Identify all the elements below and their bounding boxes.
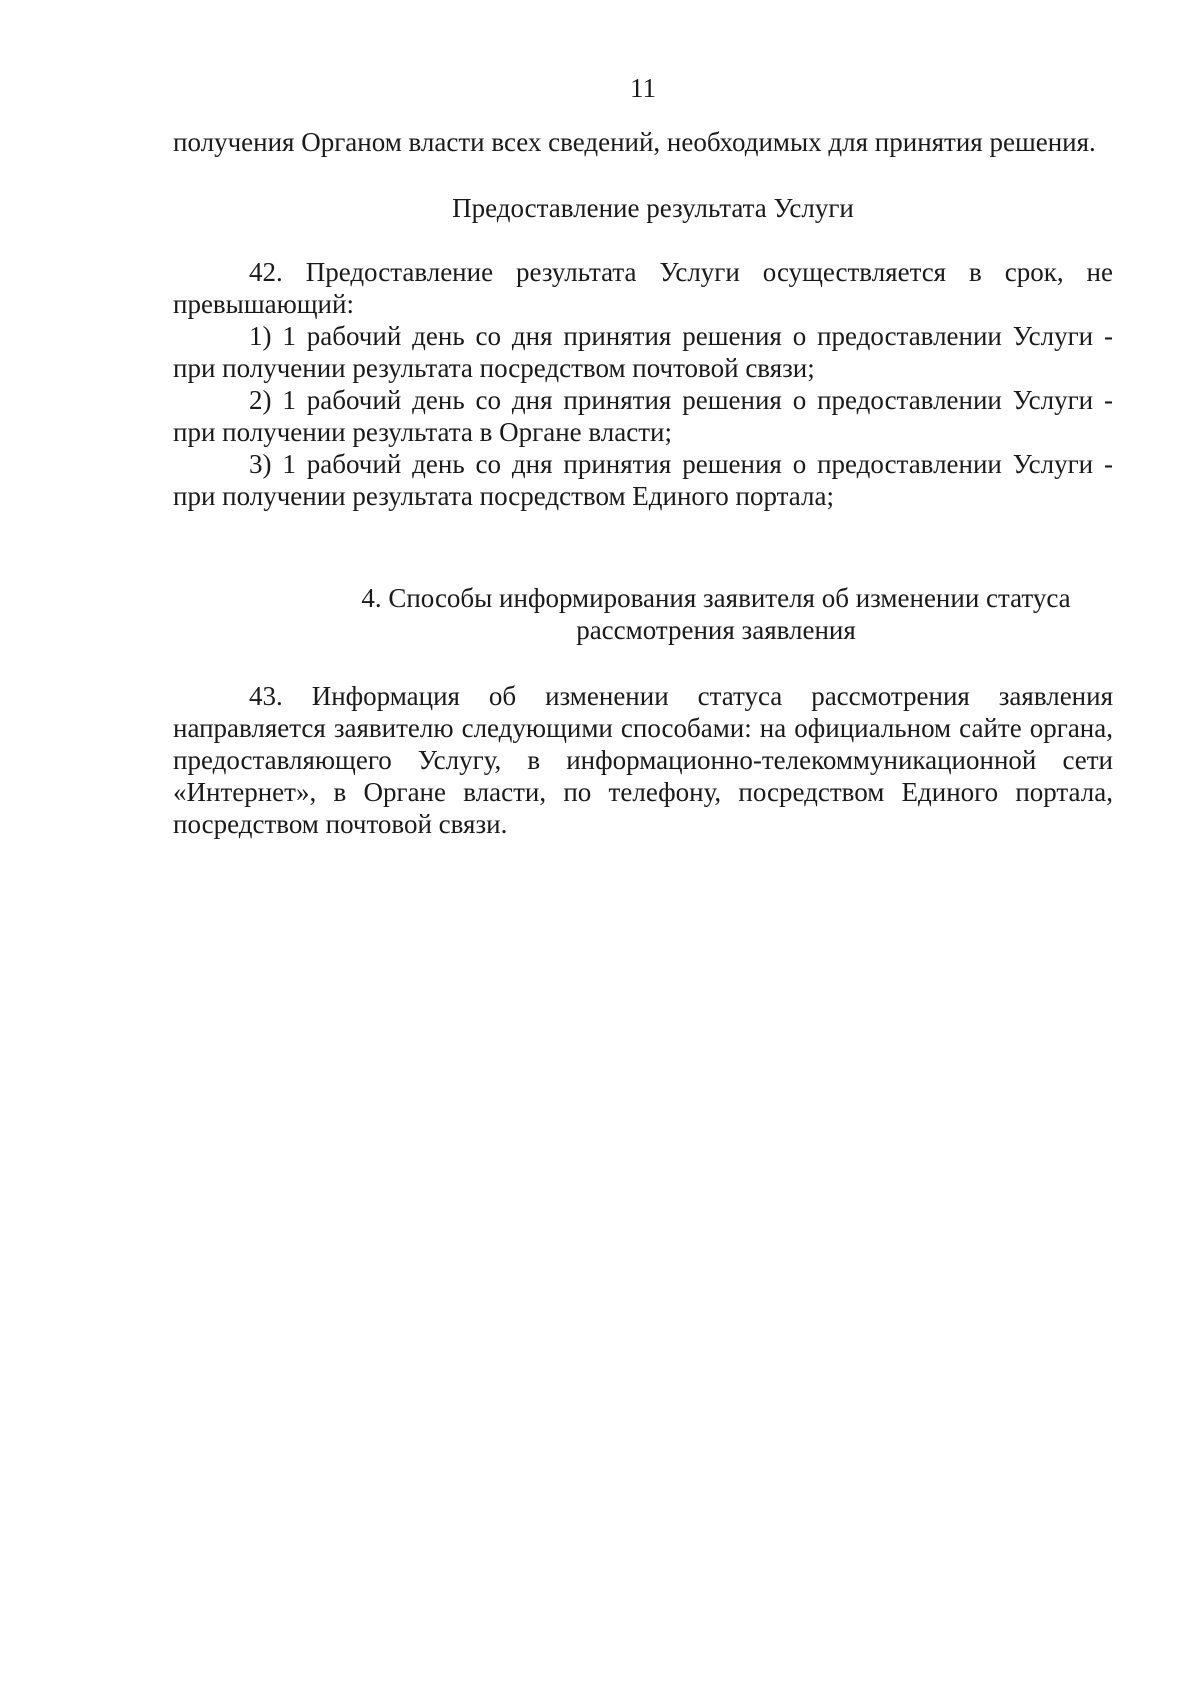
page-number: 11 [630,73,656,103]
paragraph-42: 42. Предоставление результата Услуги осуществляется в срок, не превышающий: [173,257,1113,319]
paragraph-43: 43. Информация об изменении статуса рассмотрения заявления направляется заявителю следующими способами: на официальном сайте органа, предоставляющего Услугу, в информационно-телекоммуникационной сети «Интернет», в Органе власти, по телефону, посредством Единого портала, посредством почтовой связи. [173,681,1113,839]
list-item-1: 1) 1 рабочий день со дня принятия решения о предоставлении Услуги - при получении результата посредством почтовой связи; [173,321,1113,383]
intro-paragraph: получения Органом власти всех сведений, необходимых для принятия решения. [173,127,1096,157]
section-heading-4-line2: рассмотрения заявления [576,615,856,645]
list-item-3: 3) 1 рабочий день со дня принятия решения о предоставлении Услуги - при получении результата посредством Единого портала; [173,449,1113,511]
document-body [173,126,1113,840]
list-item-2: 2) 1 рабочий день со дня принятия решения о предоставлении Услуги - при получении результата в Органе власти; [173,385,1113,447]
section-heading-4 [173,582,1111,646]
section-heading-4-line1: 4. Способы информирования заявителя об изменении статуса [361,583,1071,613]
section-heading-result: Предоставление результата Услуги [452,193,854,223]
